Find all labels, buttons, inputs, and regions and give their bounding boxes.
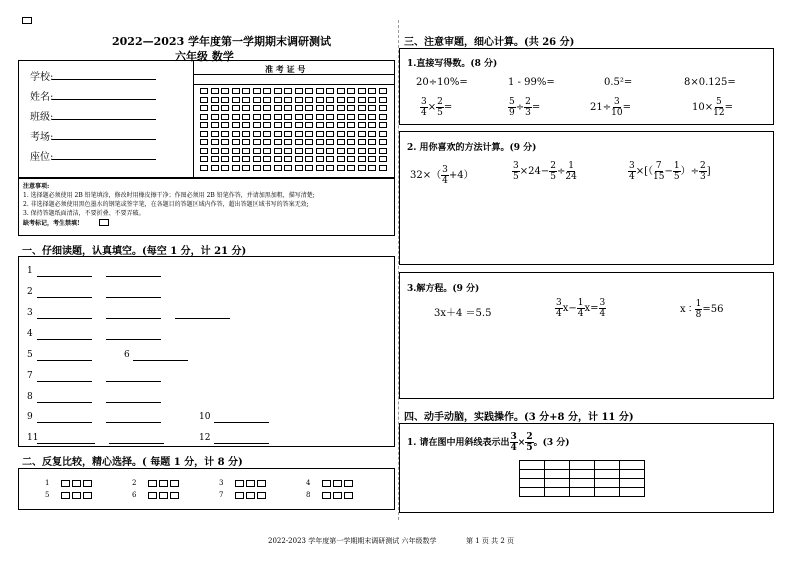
- exam-id-bubble[interactable]: [326, 114, 334, 120]
- exam-id-bubble[interactable]: [274, 105, 282, 111]
- exam-id-bubble[interactable]: [263, 114, 271, 120]
- exam-id-bubble[interactable]: [211, 97, 219, 103]
- exam-id-bubble[interactable]: [295, 105, 303, 111]
- exam-id-bubble[interactable]: [295, 148, 303, 154]
- exam-id-bubble[interactable]: [253, 88, 261, 94]
- answer-blank[interactable]: [37, 360, 92, 361]
- exam-id-bubble[interactable]: [263, 131, 271, 137]
- exam-id-bubble[interactable]: [379, 97, 387, 103]
- exam-id-bubble[interactable]: [368, 131, 376, 137]
- exam-id-bubble[interactable]: [368, 139, 376, 145]
- exam-id-bubble[interactable]: [284, 114, 292, 120]
- choice-number: 3: [219, 479, 224, 487]
- info-label: 姓名:: [30, 92, 54, 103]
- answer-blank[interactable]: [37, 402, 92, 403]
- exam-id-bubble[interactable]: [337, 165, 345, 171]
- exam-id-bubble[interactable]: [253, 131, 261, 137]
- exam-id-bubble[interactable]: [211, 122, 219, 128]
- notes-item-2: 2. 非选择题必须使用黑色墨水的钢笔或签字笔，在各题目的答题区域内作答，超出答题区域书写的答案无效;: [23, 201, 309, 208]
- exam-id-bubble[interactable]: [337, 88, 345, 94]
- choice-bubble[interactable]: [246, 480, 255, 487]
- exam-id-bubble[interactable]: [232, 139, 240, 145]
- answer-blank[interactable]: [106, 402, 161, 403]
- exam-id-bubble[interactable]: [232, 105, 240, 111]
- exam-id-bubble[interactable]: [232, 156, 240, 162]
- exam-id-bubble[interactable]: [200, 97, 208, 103]
- shading-grid[interactable]: [519, 460, 645, 497]
- answer-blank[interactable]: [37, 318, 92, 319]
- exam-id-bubble[interactable]: [242, 105, 250, 111]
- exam-id-bubble[interactable]: [200, 131, 208, 137]
- choice-bubble[interactable]: [344, 492, 353, 499]
- question-number: 6: [124, 350, 130, 360]
- exam-id-bubble[interactable]: [326, 131, 334, 137]
- exam-id-bubble[interactable]: [326, 156, 334, 162]
- exam-id-bubble[interactable]: [274, 148, 282, 154]
- exam-id-bubble[interactable]: [242, 131, 250, 137]
- s4-q1-text: 1. 请在图中用斜线表示出 $\frac{3}{4}$ × $\frac{2}{5}$ 。(3 分): [407, 432, 570, 453]
- exam-id-bubble[interactable]: [305, 122, 313, 128]
- exam-id-bubble[interactable]: [253, 165, 261, 171]
- exam-id-bubble[interactable]: [379, 114, 387, 120]
- choice-bubble[interactable]: [257, 492, 266, 499]
- calc-20-div-10pct: 20÷10%=: [416, 77, 468, 88]
- exam-id-bubble[interactable]: [295, 122, 303, 128]
- exam-id-bubble[interactable]: [337, 114, 345, 120]
- choice-bubble[interactable]: [333, 480, 342, 487]
- exam-id-bubble[interactable]: [242, 148, 250, 154]
- exam-id-bubble[interactable]: [379, 165, 387, 171]
- choice-bubble[interactable]: [322, 492, 331, 499]
- exam-id-bubble[interactable]: [379, 156, 387, 162]
- exam-id-bubble[interactable]: [211, 139, 219, 145]
- exam-id-bubble[interactable]: [358, 97, 366, 103]
- choice-number: 2: [132, 479, 137, 487]
- exam-id-bubble[interactable]: [274, 165, 282, 171]
- absent-mark-box[interactable]: [99, 219, 109, 226]
- exam-id-bubble[interactable]: [274, 114, 282, 120]
- exam-id-bubble[interactable]: [347, 97, 355, 103]
- s3-q1-title: 1.直接写得数。(8 分): [407, 59, 498, 69]
- calc-05-squared: 0.5²=: [604, 77, 633, 88]
- exam-id-bubble[interactable]: [305, 88, 313, 94]
- calc-frac-div: $\frac{5}{9}$ ÷ $\frac{2}{3}$ =: [509, 97, 541, 118]
- s3-q3-title: 3.解方程。(9 分): [407, 284, 480, 294]
- exam-id-bubble[interactable]: [242, 122, 250, 128]
- choice-number: 1: [45, 479, 50, 487]
- choice-bubble[interactable]: [61, 480, 70, 487]
- exam-id-bubble[interactable]: [284, 131, 292, 137]
- exam-id-bubble[interactable]: [379, 122, 387, 128]
- info-input-line[interactable]: [52, 99, 156, 100]
- exam-id-bubble[interactable]: [284, 122, 292, 128]
- exam-id-bubble[interactable]: [326, 122, 334, 128]
- exam-id-bubble[interactable]: [263, 139, 271, 145]
- exam-id-bubble[interactable]: [368, 165, 376, 171]
- question-number: 7: [27, 371, 33, 381]
- exam-id-bubble[interactable]: [368, 97, 376, 103]
- answer-blank[interactable]: [106, 297, 161, 298]
- exam-id-bubble[interactable]: [284, 165, 292, 171]
- exam-id-bubble[interactable]: [347, 105, 355, 111]
- exam-id-bubble[interactable]: [326, 148, 334, 154]
- answer-blank[interactable]: [37, 297, 92, 298]
- exam-id-bubble[interactable]: [284, 97, 292, 103]
- footer-text: 2022-2023 学年度第一学期期末调研测试 六年级数学: [268, 537, 437, 545]
- answer-blank[interactable]: [109, 443, 164, 444]
- exam-id-bubble[interactable]: [284, 88, 292, 94]
- exam-id-bubble[interactable]: [368, 114, 376, 120]
- choice-bubble[interactable]: [148, 492, 157, 499]
- exam-id-bubble[interactable]: [221, 139, 229, 145]
- question-number: 2: [27, 287, 33, 297]
- exam-id-bubble[interactable]: [274, 139, 282, 145]
- exam-id-bubble[interactable]: [337, 97, 345, 103]
- choice-number: 5: [45, 491, 50, 499]
- choice-bubble[interactable]: [159, 480, 168, 487]
- exam-id-bubble[interactable]: [305, 165, 313, 171]
- exam-id-bubble[interactable]: [263, 122, 271, 128]
- choice-bubble[interactable]: [344, 480, 353, 487]
- exam-id-bubble[interactable]: [295, 156, 303, 162]
- choice-bubble[interactable]: [257, 480, 266, 487]
- choice-number: 4: [306, 479, 311, 487]
- choice-bubble[interactable]: [72, 480, 81, 487]
- equation-2: $\frac{3}{4}$ x− $\frac{1}{4}$ x= $\frac{3}{4}$: [556, 298, 606, 319]
- exam-id-bubble[interactable]: [263, 156, 271, 162]
- answer-blank[interactable]: [37, 276, 92, 277]
- answer-blank[interactable]: [37, 422, 92, 423]
- exam-id-bubble[interactable]: [295, 97, 303, 103]
- exam-id-bubble[interactable]: [305, 139, 313, 145]
- choice-bubble[interactable]: [159, 492, 168, 499]
- exam-id-bubble[interactable]: [221, 165, 229, 171]
- exam-id-bubble[interactable]: [274, 131, 282, 137]
- exam-id-bubble[interactable]: [232, 165, 240, 171]
- section2-box: [18, 468, 395, 510]
- exam-id-bubble[interactable]: [368, 156, 376, 162]
- question-number: 9: [27, 412, 33, 422]
- exam-id-bubble[interactable]: [221, 156, 229, 162]
- choice-bubble[interactable]: [235, 480, 244, 487]
- exam-id-bubble[interactable]: [347, 88, 355, 94]
- exam-id-bubble[interactable]: [200, 156, 208, 162]
- exam-id-bubble[interactable]: [326, 165, 334, 171]
- exam-id-bubble[interactable]: [232, 131, 240, 137]
- exam-id-bubble[interactable]: [211, 165, 219, 171]
- exam-id-bubble[interactable]: [232, 148, 240, 154]
- exam-id-bubble[interactable]: [211, 148, 219, 154]
- exam-id-bubble[interactable]: [263, 88, 271, 94]
- exam-id-bubble[interactable]: [305, 114, 313, 120]
- exam-id-bubble[interactable]: [263, 97, 271, 103]
- answer-blank[interactable]: [106, 422, 161, 423]
- exam-id-bubble[interactable]: [368, 148, 376, 154]
- exam-id-bubble[interactable]: [358, 105, 366, 111]
- exam-id-bubble[interactable]: [347, 122, 355, 128]
- exam-id-bubble[interactable]: [295, 139, 303, 145]
- exam-id-bubble[interactable]: [358, 156, 366, 162]
- exam-id-bubble[interactable]: [253, 156, 261, 162]
- exam-id-bubble[interactable]: [200, 122, 208, 128]
- choice-bubble[interactable]: [170, 492, 179, 499]
- calc-frac-times: $\frac{3}{4}$ × $\frac{2}{5}$ =: [421, 97, 453, 118]
- exam-id-bubble[interactable]: [274, 156, 282, 162]
- exam-id-bubble[interactable]: [316, 122, 324, 128]
- exam-id-bubble[interactable]: [263, 105, 271, 111]
- choice-bubble[interactable]: [83, 492, 92, 499]
- exam-id-bubble[interactable]: [358, 122, 366, 128]
- choice-number: 8: [306, 491, 311, 499]
- exam-id-bubble[interactable]: [211, 114, 219, 120]
- exam-id-bubble[interactable]: [358, 165, 366, 171]
- exam-id-bubble[interactable]: [274, 122, 282, 128]
- exam-id-bubble[interactable]: [326, 88, 334, 94]
- exam-id-bubble[interactable]: [253, 97, 261, 103]
- exam-id-bubble[interactable]: [347, 156, 355, 162]
- choice-bubble[interactable]: [333, 492, 342, 499]
- exam-id-bubble[interactable]: [200, 148, 208, 154]
- exam-id-bubble[interactable]: [326, 139, 334, 145]
- question-number: 10: [199, 412, 211, 422]
- calc-32-times: 32×（ $\frac{3}{4}$ +4）: [410, 165, 474, 186]
- info-input-line[interactable]: [52, 119, 156, 120]
- question-number: 1: [27, 266, 33, 276]
- info-label: 学校:: [30, 72, 54, 83]
- answer-blank[interactable]: [37, 381, 92, 382]
- exam-id-bubble[interactable]: [347, 148, 355, 154]
- exam-id-bubble[interactable]: [221, 114, 229, 120]
- exam-subtitle: 六年级 数学: [175, 50, 234, 63]
- exam-id-bubble[interactable]: [316, 105, 324, 111]
- exam-id-bubble[interactable]: [316, 88, 324, 94]
- exam-id-bubble[interactable]: [232, 122, 240, 128]
- s3-q2-title: 2. 用你喜欢的方法计算。(9 分): [407, 143, 537, 153]
- exam-id-bubble[interactable]: [200, 165, 208, 171]
- answer-blank[interactable]: [106, 339, 161, 340]
- exam-id-bubble[interactable]: [295, 165, 303, 171]
- exam-id-bubble[interactable]: [242, 165, 250, 171]
- calc-10-times-frac: 10× $\frac{5}{12}$ =: [692, 97, 733, 118]
- exam-id-bubble[interactable]: [305, 97, 313, 103]
- answer-blank[interactable]: [133, 360, 188, 361]
- student-info-divider: [193, 60, 194, 178]
- equation-3: x ∶ $\frac{1}{8}$ =56: [680, 299, 724, 320]
- exam-id-bubble[interactable]: [295, 114, 303, 120]
- choice-bubble[interactable]: [148, 480, 157, 487]
- exam-id-bubble[interactable]: [379, 139, 387, 145]
- choice-bubble[interactable]: [72, 492, 81, 499]
- question-number: 5: [27, 350, 33, 360]
- answer-blank[interactable]: [106, 318, 161, 319]
- exam-id-bubble[interactable]: [242, 114, 250, 120]
- choice-bubble[interactable]: [170, 480, 179, 487]
- exam-id-bubble[interactable]: [221, 122, 229, 128]
- exam-id-title: 准 考 证 号: [265, 64, 306, 74]
- exam-id-bubble[interactable]: [295, 88, 303, 94]
- equation-1: 3x＋4 ＝5.5: [434, 308, 492, 319]
- section1-title: 一、仔细读题，认真填空。(每空 1 分，计 21 分): [22, 246, 247, 257]
- exam-id-bubble[interactable]: [274, 88, 282, 94]
- exam-id-bubble[interactable]: [232, 97, 240, 103]
- question-number: 11: [27, 433, 39, 443]
- answer-blank[interactable]: [37, 443, 95, 444]
- calc-frac-mixed: $\frac{3}{5}$ ×24− $\frac{2}{5}$ ÷ $\frac{1}{24}$: [513, 161, 577, 182]
- exam-id-bubble[interactable]: [358, 114, 366, 120]
- exam-id-bubble[interactable]: [263, 165, 271, 171]
- answer-blank[interactable]: [106, 381, 161, 382]
- exam-id-bubble[interactable]: [200, 114, 208, 120]
- info-label: 班级:: [30, 112, 54, 123]
- choice-bubble[interactable]: [83, 480, 92, 487]
- question-number: 12: [199, 433, 211, 443]
- notes-item-3: 3. 保持答题纸面清洁，不要折叠、不要弄破。: [23, 210, 145, 217]
- exam-id-bubble[interactable]: [200, 88, 208, 94]
- exam-id-bubble[interactable]: [221, 148, 229, 154]
- exam-id-bubble[interactable]: [326, 97, 334, 103]
- exam-id-bubble[interactable]: [316, 97, 324, 103]
- exam-id-bubble[interactable]: [274, 97, 282, 103]
- exam-id-bubble[interactable]: [305, 148, 313, 154]
- calc-21-div-frac: 21÷ $\frac{3}{10}$ =: [590, 97, 631, 118]
- section4-title: 四、动手动脑，实践操作。(3 分+8 分，计 11 分): [404, 412, 634, 423]
- exam-id-bubble[interactable]: [337, 156, 345, 162]
- choice-bubble[interactable]: [235, 492, 244, 499]
- choice-number: 6: [132, 491, 137, 499]
- exam-id-bubble[interactable]: [347, 114, 355, 120]
- exam-id-bubble[interactable]: [221, 97, 229, 103]
- info-label: 座位:: [30, 152, 54, 163]
- exam-id-bubble[interactable]: [221, 131, 229, 137]
- choice-bubble[interactable]: [61, 492, 70, 499]
- choice-number: 7: [219, 491, 224, 499]
- exam-id-bubble[interactable]: [200, 105, 208, 111]
- exam-id-bubble[interactable]: [337, 131, 345, 137]
- exam-id-bubble[interactable]: [263, 148, 271, 154]
- exam-id-bubble[interactable]: [211, 105, 219, 111]
- exam-id-bubble[interactable]: [211, 131, 219, 137]
- exam-id-bubble[interactable]: [242, 88, 250, 94]
- notes-item-1: 1. 选择题必须使用 2B 铅笔填涂，修改时用橡皮擦干净；作图必须用 2B 铅笔作答，并请加黑加粗，描写清楚;: [23, 192, 315, 199]
- answer-blank[interactable]: [37, 339, 92, 340]
- exam-id-bubble[interactable]: [253, 114, 261, 120]
- exam-id-bubble[interactable]: [326, 105, 334, 111]
- exam-id-bubble[interactable]: [284, 156, 292, 162]
- exam-id-bubble[interactable]: [337, 148, 345, 154]
- info-input-line[interactable]: [52, 159, 156, 160]
- exam-id-bubble[interactable]: [337, 139, 345, 145]
- exam-id-bubble[interactable]: [211, 156, 219, 162]
- exam-id-bubble[interactable]: [232, 88, 240, 94]
- exam-id-bubble[interactable]: [368, 88, 376, 94]
- exam-id-bubble[interactable]: [316, 114, 324, 120]
- exam-id-bubble[interactable]: [211, 88, 219, 94]
- exam-id-bubble[interactable]: [316, 165, 324, 171]
- section2-title: 二、反复比较，精心选择。( 每题 1 分，计 8 分): [22, 457, 243, 468]
- exam-id-bubble[interactable]: [347, 131, 355, 137]
- exam-id-bubble[interactable]: [305, 131, 313, 137]
- exam-id-bubble[interactable]: [379, 131, 387, 137]
- exam-id-bubble[interactable]: [253, 105, 261, 111]
- exam-id-bubble[interactable]: [358, 139, 366, 145]
- exam-id-bubble[interactable]: [316, 156, 324, 162]
- exam-id-bubble[interactable]: [379, 105, 387, 111]
- exam-id-bubble[interactable]: [316, 148, 324, 154]
- footer-page: 第 1 页 共 2 页: [466, 537, 515, 545]
- exam-id-bubble[interactable]: [368, 105, 376, 111]
- exam-id-bubble[interactable]: [347, 165, 355, 171]
- exam-id-header-line: [193, 74, 395, 75]
- exam-id-bubble[interactable]: [305, 105, 313, 111]
- exam-id-bubble[interactable]: [316, 131, 324, 137]
- answer-blank[interactable]: [106, 276, 161, 277]
- exam-title: 2022—2023 学年度第一学期期末调研测试: [112, 35, 332, 48]
- exam-id-bubble[interactable]: [253, 122, 261, 128]
- exam-id-bubble[interactable]: [295, 131, 303, 137]
- exam-id-bubble[interactable]: [253, 139, 261, 145]
- exam-id-bubble[interactable]: [284, 105, 292, 111]
- exam-id-bubble[interactable]: [305, 156, 313, 162]
- exam-id-bubble[interactable]: [358, 88, 366, 94]
- question-number: 4: [27, 329, 33, 339]
- corner-rectangle-icon: [22, 17, 32, 24]
- exam-id-bubble[interactable]: [221, 88, 229, 94]
- exam-id-bubble[interactable]: [242, 156, 250, 162]
- exam-id-bubble[interactable]: [347, 139, 355, 145]
- notes-heading: 注意事项:: [23, 183, 50, 190]
- info-input-line[interactable]: [52, 139, 156, 140]
- answer-blank[interactable]: [214, 443, 269, 444]
- exam-id-bubble[interactable]: [242, 97, 250, 103]
- exam-id-bubble[interactable]: [242, 139, 250, 145]
- exam-id-bubble[interactable]: [316, 139, 324, 145]
- exam-id-bubble[interactable]: [221, 105, 229, 111]
- exam-id-write-row-line: [193, 84, 395, 85]
- section3-title: 三、注意审题，细心计算。(共 26 分): [404, 37, 575, 48]
- question-number: 8: [27, 392, 33, 402]
- answer-blank[interactable]: [214, 422, 269, 423]
- exam-id-bubble[interactable]: [284, 148, 292, 154]
- absent-mark-label: 缺考标记，考生禁填!: [23, 220, 80, 227]
- question-number: 3: [27, 308, 33, 318]
- exam-id-bubble[interactable]: [284, 139, 292, 145]
- choice-bubble[interactable]: [246, 492, 255, 499]
- exam-id-bubble[interactable]: [368, 122, 376, 128]
- exam-id-bubble[interactable]: [253, 148, 261, 154]
- answer-blank[interactable]: [175, 318, 230, 319]
- exam-id-bubble[interactable]: [200, 139, 208, 145]
- info-input-line[interactable]: [52, 79, 156, 80]
- exam-id-bubble[interactable]: [379, 88, 387, 94]
- info-label: 考场:: [30, 132, 54, 143]
- calc-bracket: $\frac{3}{4}$ ×[（ $\frac{7}{15}$ − $\frac{1}{5}$ ）÷ $\frac{2}{3}$ ]: [629, 161, 711, 182]
- exam-id-bubble[interactable]: [232, 114, 240, 120]
- exam-id-bubble[interactable]: [358, 131, 366, 137]
- exam-id-bubble[interactable]: [337, 105, 345, 111]
- exam-id-bubble[interactable]: [358, 148, 366, 154]
- exam-id-bubble[interactable]: [337, 122, 345, 128]
- calc-1-minus-99pct: 1 - 99%=: [508, 77, 555, 88]
- exam-id-bubble[interactable]: [379, 148, 387, 154]
- calc-8-times-0125: 8×0.125=: [684, 77, 736, 88]
- choice-bubble[interactable]: [322, 480, 331, 487]
